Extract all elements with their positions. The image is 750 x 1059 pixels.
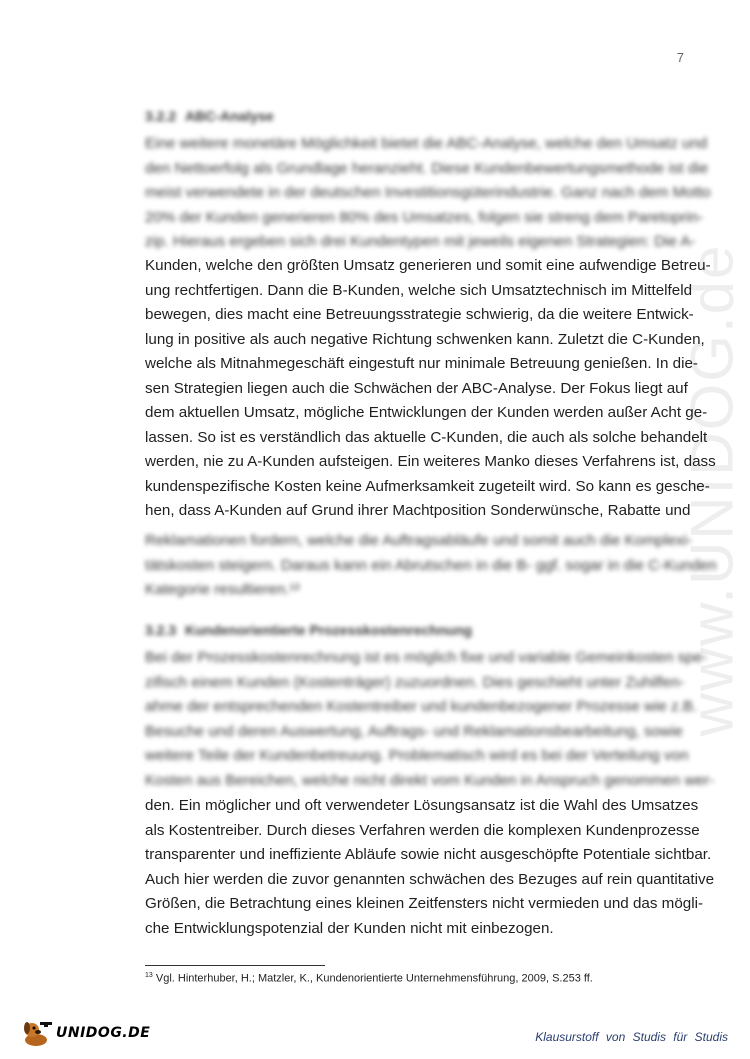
footer-tagline: Klausurstoff von Studis für Studis — [535, 1030, 728, 1044]
text-line: meist verwendete in der deutschen Investitionsgüterindustrie. Ganz nach dem Motto — [145, 184, 711, 201]
text-line: welche als Mitnahmegeschäft eingestuft nur minimale Betreuung genießen. In die- — [145, 355, 698, 372]
text-line: den Nettoerfolg als Grundlage heranzieht. Diese Kundenbewertungsmethode ist die — [145, 159, 709, 177]
section-heading-prozesskostenrechnung — [145, 622, 472, 638]
text-line: werden, nie zu A-Kunden aufsteigen. Ein weiteres Manko dieses Verfahrens ist, dass — [145, 453, 716, 470]
watermark: www.UNIDOG.de — [678, 243, 746, 737]
blurred-paragraph-1-tail — [145, 529, 717, 603]
page-number: 7 — [676, 50, 684, 65]
text-line: Bei der Prozesskostenrechnung ist es möglich fixe und variable Gemeinkosten spe- — [145, 649, 708, 666]
section-number: 3.2.3 — [145, 622, 177, 638]
clear-paragraph-2 — [145, 794, 715, 941]
dog-mascot-icon — [22, 1018, 54, 1048]
text-line: lassen. So ist es verständlich das aktuelle C-Kunden, die auch als solche behandelt — [145, 428, 708, 446]
text-line: bewegen, dies macht eine Betreuungsstrategie schwierig, da die weitere Entwick- — [145, 306, 694, 323]
blurred-paragraph-2 — [145, 646, 714, 793]
clear-paragraph-1 — [145, 254, 716, 524]
text-line: 20% der Kunden generieren 80% des Umsatzes, folgen sie streng dem Paretoprin- — [145, 208, 704, 226]
footnote-marker: 13 — [145, 972, 153, 979]
footnote — [145, 972, 593, 985]
text-line: lung in positive als auch negative Richtung schwenken kann. Zuletzt die C-Kunden, — [145, 330, 705, 348]
text-line: Kosten aus Bereichen, welche nicht direkt vom Kunden in Anspruch genommen wer- — [145, 771, 714, 789]
text-line: Auch hier werden die zuvor genannten schwächen des Bezuges auf rein quantitative — [145, 870, 715, 888]
text-line: als Kostentreiber. Durch dieses Verfahren werden die komplexen Kundenprozesse — [145, 821, 700, 839]
footnote-divider — [145, 965, 325, 966]
text-line: ahme der entsprechenden Kostentreiber und kundenbezogener Prozesse wie z.B. — [145, 698, 698, 715]
text-line: Reklamationen fordern, welche die Auftragsabläufe und somit auch die Komplexi- — [145, 532, 693, 549]
section-title: ABC-Analyse — [185, 108, 274, 124]
text-line: hen, dass A-Kunden auf Grund ihrer Machtposition Sonderwünsche, Rabatte und — [145, 502, 691, 519]
text-line: zifisch einem Kunden (Kostenträger) zuzuordnen. Dies geschieht unter Zuhilfen- — [145, 673, 685, 691]
text-line: den. Ein möglicher und oft verwendeter Lösungsansatz ist die Wahl des Umsatzes — [145, 797, 699, 814]
text-line: sen Strategien liegen auch die Schwächen der ABC-Analyse. Der Fokus liegt auf — [145, 379, 688, 397]
footnote-text: Vgl. Hinterhuber, H.; Matzler, K., Kundenorientierte Unternehmensführung, 2009, S.253 ff. — [155, 972, 593, 985]
text-line: ung rechtfertigen. Dann die B-Kunden, welche sich Umsatztechnisch im Mittelfeld — [145, 281, 693, 299]
logo-text: UNIDOG.DE — [56, 1025, 151, 1041]
text-line: che Entwicklungspotenzial der Kunden nicht mit einbezogen. — [145, 919, 554, 937]
text-line: weitere Teile der Kundenbetreuung. Problematisch wird es bei der Verteilung von — [145, 747, 689, 764]
text-line: Eine weitere monetäre Möglichkeit bietet die ABC-Analyse, welche den Umsatz und — [145, 135, 708, 152]
text-line: zip. Hieraus ergeben sich drei Kundentypen mit jeweils eigenen Strategien: Die A- — [145, 233, 696, 250]
section-number: 3.2.2 — [145, 108, 177, 124]
text-line: transparenter und ineffiziente Abläufe sowie nicht ausgeschöpfte Potentiale sichtbar. — [145, 846, 712, 863]
blurred-paragraph-1 — [145, 132, 711, 255]
text-line: Besuche und deren Auswertung, Auftrags- und Reklamationsbearbeitung, sowie — [145, 722, 683, 740]
text-line: Kategorie resultieren.¹³ — [145, 581, 300, 598]
section-title: Kundenorientierte Prozesskostenrechnung — [185, 622, 473, 638]
section-heading-abc-analyse — [145, 108, 274, 124]
text-line: Kunden, welche den größten Umsatz generieren und somit eine aufwendige Betreu- — [145, 257, 711, 274]
unidog-logo — [22, 1018, 150, 1048]
text-line: Größen, die Betrachtung eines kleinen Zeitfensters nicht vermieden und das mögli- — [145, 895, 704, 912]
text-line: kundenspezifische Kosten keine Aufmerksamkeit zugeteilt wird. So kann es gesche- — [145, 477, 710, 495]
text-line: tätskosten steigern. Daraus kann ein Abrutschen in die B- ggf. sogar in die C-Kunden — [145, 556, 717, 574]
text-line: dem aktuellen Umsatz, mögliche Entwicklungen der Kunden werden außer Acht ge- — [145, 404, 708, 421]
